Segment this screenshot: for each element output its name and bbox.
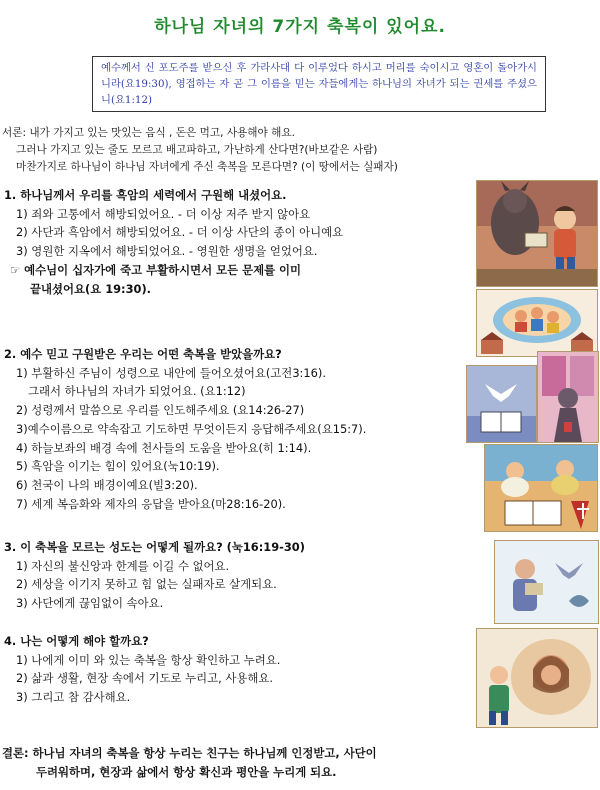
list-item: 2) 성령께서 말씀으로 우리를 인도해주세요 (요14:26-27) [16,403,305,418]
section-1 [4,186,343,298]
section-heading: 1. 하나님께서 우리를 흑암의 세력에서 구원해 내셨어요. [4,188,287,202]
list-item: 1) 죄와 고통에서 해방되었어요. - 더 이상 저주 받지 않아요 [16,206,311,221]
section-note: ☞ 예수님이 십자가에 죽고 부활하시면서 모든 문제를 이미 [10,262,302,277]
section-4 [4,632,280,707]
illustration-praying-figure [537,351,599,443]
list-item: 1) 부활하신 주님이 성령으로 내안에 들어오셨어요(고전3:16). [16,365,326,380]
section-2 [4,345,366,513]
list-item: 2) 세상을 이기지 못하고 힘 없는 실패자로 살게되요. [16,577,277,592]
list-item-continued: 그래서 하나님의 자녀가 되었어요. (요1:12) [28,384,246,399]
scripture-verse-box: 예수께서 신 포도주를 받으신 후 가라사대 다 이루었다 하시고 머리를 숙이시고 영혼이 돌아가시니라(요19:30), 영접하는 자 곧 그 이름을 믿는 자들에게는 하나님의 자녀가 되는 권세를 주셨으니(요1:12) [92,56,546,112]
illustration-dove-and-book [466,365,537,443]
list-item: 3) 영원한 지옥에서 해방되었어요. - 영원한 생명을 얻었어요. [16,244,318,259]
conclusion [2,744,377,782]
intro-line: 그러나 가지고 있는 줄도 모르고 배고파하고, 가난하게 산다면?(바보같은 사람) [16,144,378,156]
illustration-angels-and-bible [484,444,598,532]
section-heading: 2. 예수 믿고 구원받은 우리는 어떤 축복을 받았을까요? [4,347,282,361]
illustration-family-in-circle [476,289,598,357]
list-item: 2) 삶과 생활, 현장 속에서 기도로 누리고, 사용해요. [16,671,273,686]
conclusion-line: 결론: 하나님 자녀의 축복을 항상 누리는 친구는 하나님께 인정받고, 사단이 [2,746,377,760]
list-item: 6) 천국이 나의 배경이예요(빌3:20). [16,477,198,492]
list-item: 5) 흑암을 이기는 힘이 있어요(눅10:19). [16,459,220,474]
list-item: 3)예수이름으로 약속잡고 기도하면 무엇이든지 응답해주세요(요15:7). [16,421,367,436]
section-note-continued: 끝내셨어요(요 19:30). [30,281,151,296]
section-3 [4,538,305,613]
illustration-jesus-and-children [476,628,598,728]
intro-line: 마찬가지로 하나님이 하나님 자녀에게 주신 축복을 모른다면? (이 땅에서는 실패자) [16,161,398,173]
list-item: 2) 사단과 흑암에서 해방되었어요. - 더 이상 사단의 종이 아니예요 [16,225,344,240]
section-heading: 3. 이 축복을 모르는 성도는 어떻게 될까요? (눅16:19-30) [4,540,305,554]
list-item: 7) 세계 복음화와 제자의 응답을 받아요(마28:16-20). [16,496,286,511]
page-title: 하나님 자녀의 7가지 축복이 있어요. [154,17,446,37]
introduction [2,125,598,176]
illustration-man-with-bird [494,540,599,624]
list-item: 1) 나에게 이미 와 있는 축복을 항상 확인하고 누려요. [16,652,281,667]
list-item: 3) 사단에게 끊임없이 속아요. [16,596,164,611]
illustration-child-escaping-devil [476,180,598,287]
intro-line: 서론: 내가 가지고 있는 맛있는 음식 , 돈은 먹고, 사용해야 해요. [2,127,295,139]
section-heading: 4. 나는 어떻게 해야 할까요? [4,634,149,648]
list-item: 1) 자신의 불신앙과 한계를 이길 수 없어요. [16,558,230,573]
list-item: 3) 그리고 참 감사해요. [16,690,131,705]
list-item: 4) 하늘보좌의 배경 속에 천사들의 도움을 받아요(히 1:14). [16,440,312,455]
conclusion-line: 두려워하며, 현장과 삶에서 항상 확신과 평안을 누리게 되요. [36,765,337,779]
